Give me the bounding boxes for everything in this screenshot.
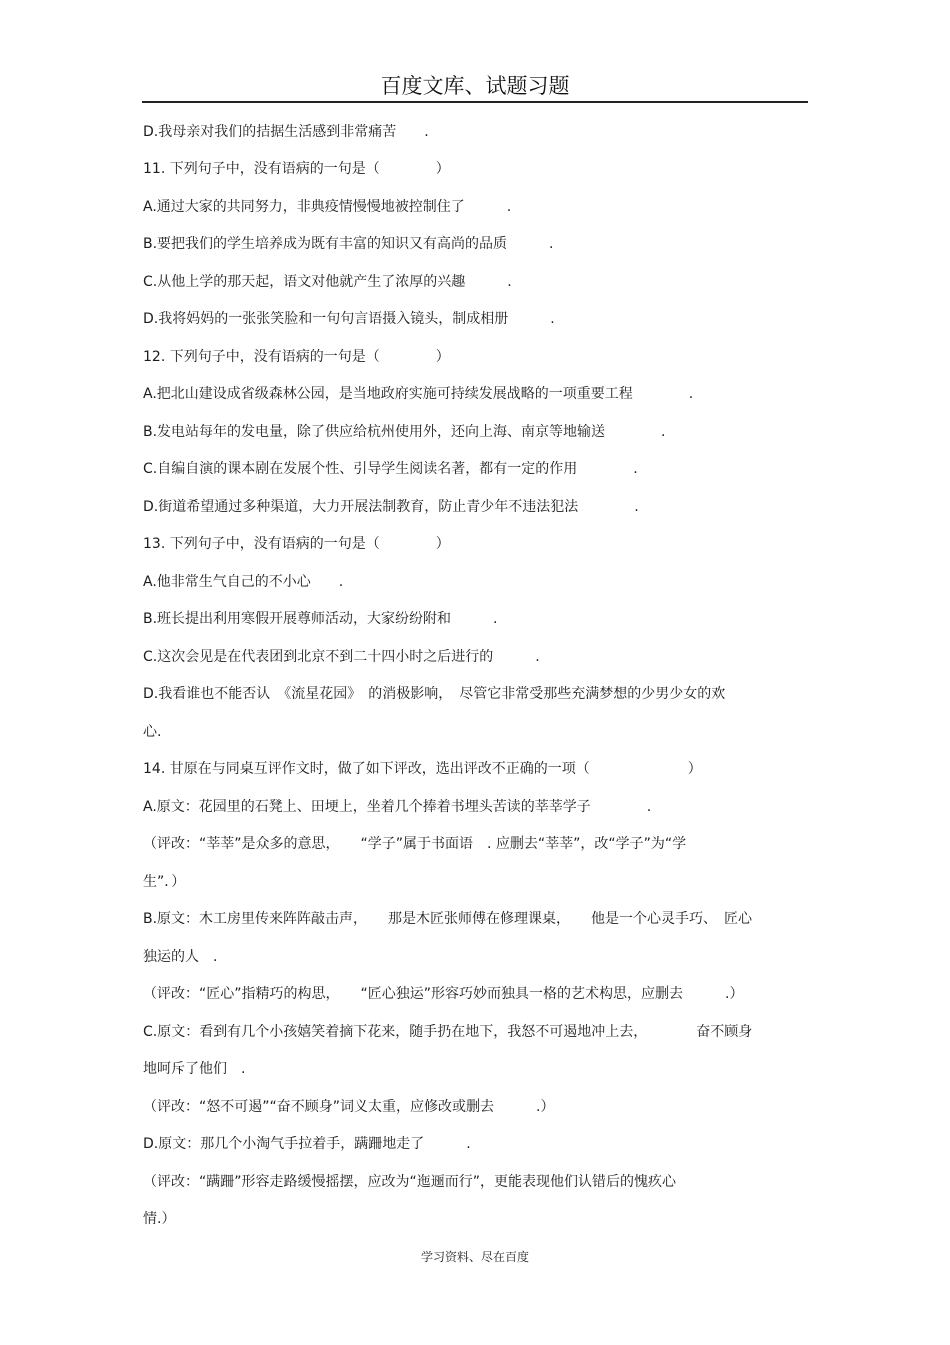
question-13-stem: 13. 下列句子中，没有语病的一句是（ ） — [143, 536, 450, 552]
question-12-option-a: A.把北山建设成省级森林公园，是当地政府实施可持续发展战略的一项重要工程 . — [143, 386, 694, 402]
page-header-title: 百度文库、试题习题 — [380, 74, 570, 98]
question-14-comment-c: （评改：“怒不可遏”“奋不顾身”词义太重，应修改或删去 .） — [143, 1099, 555, 1115]
question-11-option-b: B.要把我们的学生培养成为既有丰富的知识又有高尚的品质 . — [143, 236, 554, 252]
question-14-option-b: B.原文：木工房里传来阵阵敲击声， 那是木匠张师傅在修理课桌， 他是一个心灵手巧、 匠心 — [143, 911, 753, 927]
question-12-option-d: D.街道希望通过多种渠道，大力开展法制教育，防止青少年不违法犯法 . — [143, 499, 639, 515]
question-14-option-c: C.原文：看到有几个小孩嬉笑着摘下花来，随手扔在地下，我怒不可遏地冲上去， 奋不顾身 — [143, 1024, 753, 1040]
question-13-option-d: D.我看谁也不能否认 《流星花园》 的消极影响， 尽管它非常受那些充满梦想的少男少女的欢 — [143, 686, 726, 702]
question-14-stem: 14. 甘原在与同桌互评作文时，做了如下评改，选出评改不正确的一项（ ） — [143, 761, 702, 777]
question-14-comment-a-cont: 生”．） — [143, 874, 186, 890]
question-13-option-b: B.班长提出利用寒假开展尊师活动，大家纷纷附和 . — [143, 611, 498, 627]
question-13-option-a: A.他非常生气自己的不小心 . — [143, 574, 344, 590]
question-14-option-b-cont: 独运的人 . — [143, 949, 218, 965]
question-14-comment-a: （评改：“莘莘”是众多的意思， “学子”属于书面语 . 应删去“莘莘”，改“学子”为“学 — [143, 836, 687, 852]
question-14-comment-d-cont: 情.） — [143, 1211, 176, 1227]
question-11-option-a: A.通过大家的共同努力，非典疫情慢慢地被控制住了 . — [143, 199, 512, 215]
question-14-comment-b: （评改：“匠心”指精巧的构思， “匠心独运”形容巧妙而独具一格的艺术构思，应删去 .） — [143, 986, 744, 1002]
header-divider — [142, 101, 808, 103]
page-footer: 学习资料、尽在百度 — [420, 1250, 529, 1264]
question-14-option-c-cont: 地呵斥了他们 . — [143, 1061, 246, 1077]
question-13-option-d-cont: 心. — [143, 724, 162, 740]
question-14-option-a: A.原文：花园里的石凳上、田埂上，坐着几个捧着书埋头苦读的莘莘学子 . — [143, 799, 652, 815]
question-12-option-c: C.自编自演的课本剧在发展个性、引导学生阅读名著，都有一定的作用 . — [143, 461, 638, 477]
question-12-stem: 12. 下列句子中，没有语病的一句是（ ） — [143, 349, 450, 365]
text-line: D.我母亲对我们的拮据生活感到非常痛苦 . — [143, 124, 429, 140]
question-11-option-c: C.从他上学的那天起，语文对他就产生了浓厚的兴趣 . — [143, 274, 512, 290]
question-13-option-c: C.这次会见是在代表团到北京不到二十四小时之后进行的 . — [143, 649, 540, 665]
question-11-stem: 11. 下列句子中，没有语病的一句是（ ） — [143, 161, 450, 177]
question-14-option-d: D.原文：那几个小淘气手拉着手，蹒跚地走了 . — [143, 1136, 471, 1152]
question-11-option-d: D.我将妈妈的一张张笑脸和一句句言语摄入镜头，制成相册 . — [143, 311, 555, 327]
question-12-option-b: B.发电站每年的发电量，除了供应给杭州使用外，还向上海、南京等地输送 . — [143, 424, 666, 440]
question-14-comment-d: （评改：“蹒跚”形容走路缓慢摇摆，应改为“迤逦而行”，更能表现他们认错后的愧疚心 — [143, 1174, 677, 1190]
